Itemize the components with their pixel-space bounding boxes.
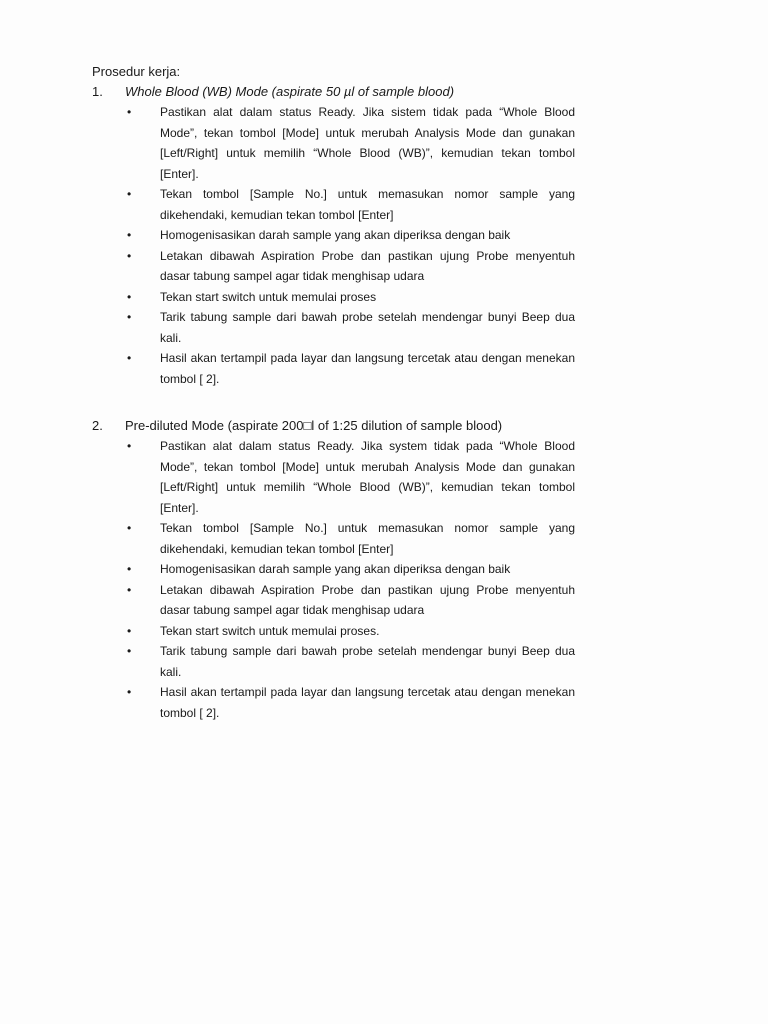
- section-2-title: Pre-diluted Mode (aspirate 200□l of 1:25 dilution of sample blood): [125, 418, 503, 433]
- bullet-icon: •: [127, 582, 132, 597]
- list-item-text: Pastikan alat dalam status Ready. Jika system tidak pada “Whole Blood Mode”, tekan tombol [Mode] untuk merubah Analysis Mode dan gunakan [Left/Right] untuk memilih “Whole Blood (WB)”, kemudian tekan tombol [Enter].: [160, 439, 575, 515]
- section-2-number: 2.: [92, 418, 103, 433]
- bullet-icon: •: [127, 623, 132, 638]
- bullet-icon: •: [127, 228, 132, 242]
- list-item-text: Letakan dibawah Aspiration Probe dan pastikan ujung Probe menyentuh dasar tabung sampel agar tidak menghisap udara: [160, 582, 575, 617]
- bullet-icon: •: [127, 685, 132, 699]
- list-item: [127, 682, 575, 723]
- list-item-text: Hasil akan tertampil pada layar dan langsung tercetak atau dengan menekan tombol [ 2].: [160, 685, 575, 720]
- bullet-icon: •: [127, 105, 132, 119]
- section-1-number: 1.: [92, 84, 103, 99]
- bullet-icon: •: [127, 310, 132, 324]
- list-item-text: Letakan dibawah Aspiration Probe dan pastikan ujung Probe menyentuh dasar tabung sampel agar tidak menghisap udara: [160, 248, 575, 283]
- list-item: [127, 184, 575, 225]
- list-item: [127, 580, 575, 621]
- list-item-text: Tekan tombol [Sample No.] untuk memasukan nomor sample yang dikehendaki, kemudian tekan tombol [Enter]: [160, 187, 575, 222]
- bullet-icon: •: [127, 521, 132, 535]
- list-item-text: Tekan start switch untuk memulai proses.: [160, 623, 380, 638]
- list-item-text: Pastikan alat dalam status Ready. Jika sistem tidak pada “Whole Blood Mode”, tekan tombol [Mode] untuk merubah Analysis Mode dan gunakan [Left/Right] untuk memilih “Whole Blood (WB)”, kemudian tekan tombol [Enter].: [160, 105, 575, 181]
- list-item-text: Tarik tabung sample dari bawah probe setelah mendengar bunyi Beep dua kali.: [160, 644, 575, 679]
- bullet-icon: •: [127, 248, 132, 263]
- list-item: [127, 641, 575, 682]
- bullet-icon: •: [127, 289, 132, 304]
- list-item-text: Homogenisasikan darah sample yang akan diperiksa dengan baik: [160, 228, 511, 242]
- list-item: [127, 518, 575, 559]
- bullet-icon: •: [127, 351, 132, 365]
- list-item: [127, 246, 575, 287]
- list-item-text: Hasil akan tertampil pada layar dan langsung tercetak atau dengan menekan tombol [ 2].: [160, 351, 575, 386]
- procedure-heading: Prosedur kerja:: [92, 64, 181, 79]
- list-item: [127, 348, 575, 389]
- section-2-list: [127, 436, 575, 723]
- bullet-icon: •: [127, 562, 132, 576]
- section-1-title: Whole Blood (WB) Mode (aspirate 50 µl of sample blood): [125, 84, 455, 99]
- list-item: [127, 102, 575, 184]
- list-item: [127, 436, 575, 518]
- list-item: [127, 307, 575, 348]
- bullet-icon: •: [127, 644, 132, 658]
- bullet-icon: •: [127, 187, 132, 201]
- list-item-text: Tarik tabung sample dari bawah probe setelah mendengar bunyi Beep dua kali.: [160, 310, 575, 345]
- list-item: [127, 225, 575, 246]
- list-item: [127, 559, 575, 580]
- list-item-text: Tekan start switch untuk memulai proses: [160, 289, 377, 304]
- section-1-list: [127, 102, 575, 389]
- list-item-text: Homogenisasikan darah sample yang akan diperiksa dengan baik: [160, 562, 511, 576]
- list-item: [127, 621, 575, 642]
- list-item-text: Tekan tombol [Sample No.] untuk memasukan nomor sample yang dikehendaki, kemudian tekan tombol [Enter]: [160, 521, 575, 556]
- list-item: [127, 287, 575, 308]
- bullet-icon: •: [127, 439, 132, 453]
